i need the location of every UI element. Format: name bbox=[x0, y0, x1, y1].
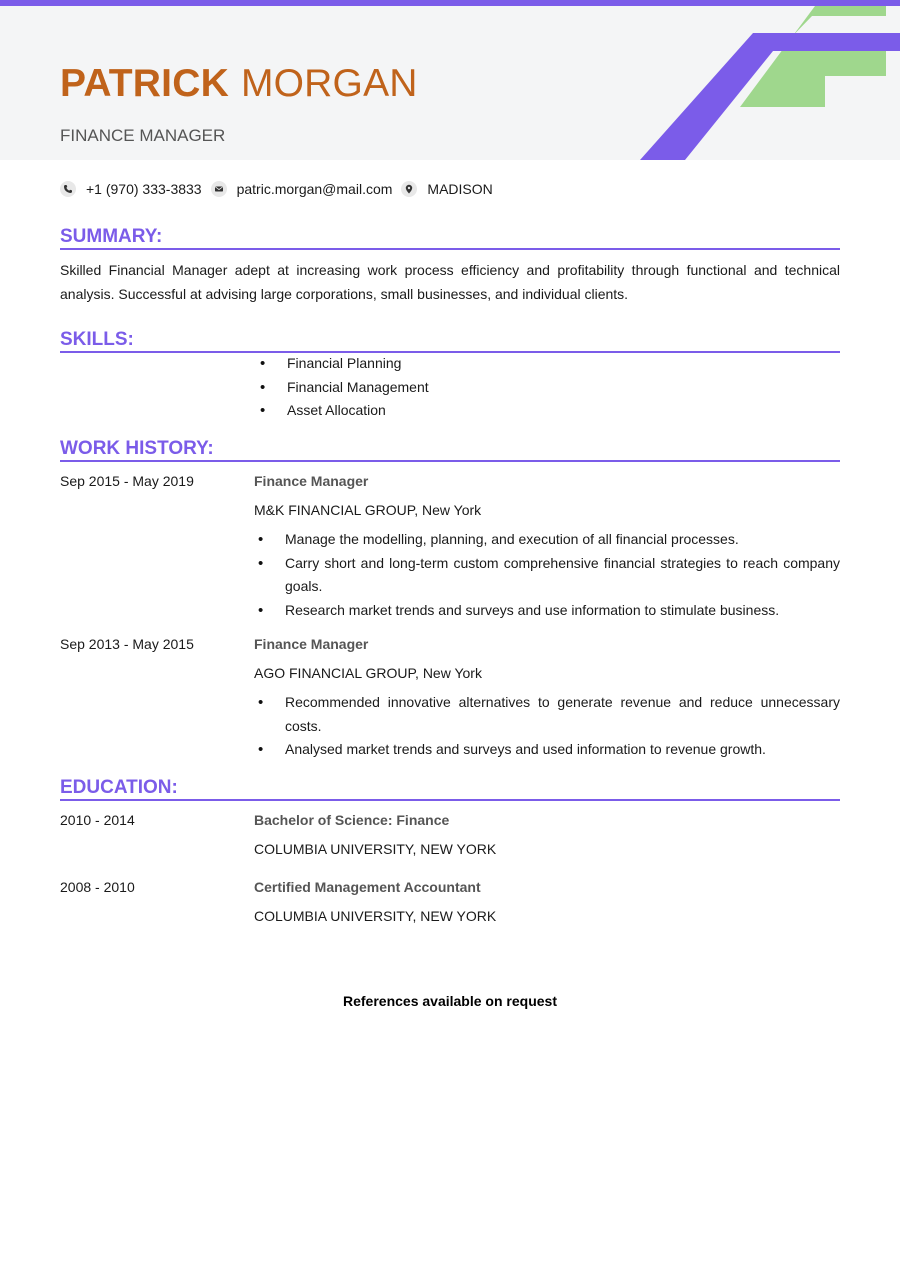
education-school: COLUMBIA UNIVERSITY, NEW YORK bbox=[254, 841, 497, 857]
job-dates: Sep 2013 - May 2015 bbox=[60, 636, 194, 652]
phone-icon bbox=[60, 181, 76, 197]
summary-heading bbox=[60, 228, 840, 250]
job-company: AGO FINANCIAL GROUP, New York bbox=[254, 665, 482, 681]
header-decoration bbox=[640, 6, 900, 160]
job-bullet: • Analysed market trends and surveys and used information to revenue growth. bbox=[255, 738, 840, 762]
skills-heading bbox=[60, 331, 840, 353]
phone-number[interactable]: +1 (970) 333-3833 bbox=[86, 181, 202, 197]
skill-item: • Asset Allocation bbox=[257, 399, 840, 423]
job-bullets bbox=[255, 691, 840, 762]
location: MADISON bbox=[427, 181, 493, 197]
skill-item: • Financial Planning bbox=[257, 352, 840, 376]
job-bullet: • Research market trends and surveys and use information to stimulate business. bbox=[255, 599, 840, 623]
work-history-heading-text: WORK HISTORY: bbox=[60, 438, 214, 459]
job-company: M&K FINANCIAL GROUP, New York bbox=[254, 502, 482, 518]
education-heading bbox=[60, 779, 840, 801]
job-bullet: • Recommended innovative alternatives to generate revenue and reduce unnecessary costs. bbox=[255, 691, 840, 738]
summary-text: Skilled Financial Manager adept at increasing work process efficiency and profitability through functional and technical analysis. Successful at advising large corporations, small businesses, and individual clients. bbox=[60, 262, 840, 302]
education-dates: 2008 - 2010 bbox=[60, 879, 135, 895]
email-address[interactable]: patric.morgan@mail.com bbox=[236, 181, 393, 197]
location-pin-icon bbox=[401, 181, 417, 197]
job-dates: Sep 2015 - May 2019 bbox=[60, 473, 194, 489]
work-history-heading bbox=[60, 440, 840, 462]
last-name: MORGAN bbox=[240, 62, 418, 105]
references-note: References available on request bbox=[343, 993, 557, 1009]
job-bullet: • Manage the modelling, planning, and execution of all financial processes. bbox=[255, 528, 840, 552]
education-degree: Bachelor of Science: Finance bbox=[254, 812, 450, 828]
candidate-name bbox=[60, 62, 418, 106]
education-heading-text: EDUCATION: bbox=[60, 777, 178, 798]
job-title: Finance Manager bbox=[254, 473, 369, 489]
email-icon bbox=[211, 181, 227, 197]
skills-heading-text: SKILLS: bbox=[60, 329, 134, 350]
education-dates: 2010 - 2014 bbox=[60, 812, 135, 828]
job-bullet: • Carry short and long-term custom comprehensive financial strategies to reach company goals. bbox=[255, 552, 840, 599]
contact-row bbox=[60, 179, 502, 199]
first-name: PATRICK bbox=[60, 62, 229, 105]
job-title: FINANCE MANAGER bbox=[60, 126, 226, 145]
summary-heading-text: SUMMARY: bbox=[60, 226, 163, 247]
job-bullets bbox=[255, 528, 840, 622]
job-title: Finance Manager bbox=[254, 636, 369, 652]
education-school: COLUMBIA UNIVERSITY, NEW YORK bbox=[254, 908, 497, 924]
education-degree: Certified Management Accountant bbox=[254, 879, 481, 895]
skills-list bbox=[257, 352, 840, 423]
skill-item: • Financial Management bbox=[257, 376, 840, 400]
